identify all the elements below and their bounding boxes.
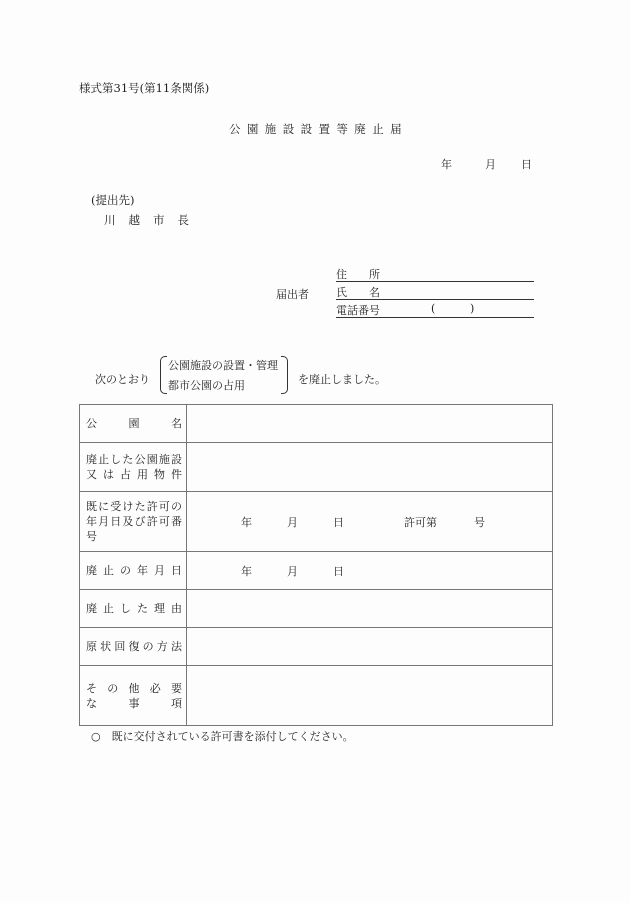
form-number: 様式第31号(第11条関係) — [79, 81, 210, 95]
table-row — [80, 492, 553, 552]
date-year[interactable]: 年 — [441, 158, 452, 171]
area-code-close: ) — [470, 302, 475, 315]
statement-suffix: を廃止しました。 — [298, 373, 386, 386]
name-label: 氏 名 — [336, 286, 380, 299]
phone-field[interactable] — [336, 301, 534, 318]
abolition-month: 月 — [287, 564, 298, 578]
abolition-day: 日 — [333, 564, 344, 578]
other-matters-input[interactable] — [187, 666, 553, 726]
abolished-facility-label: 廃 止 し た 公 園 施 設 又 は 占 用 物 件 — [80, 443, 187, 492]
reason-input[interactable] — [187, 590, 553, 628]
table-row — [80, 666, 553, 726]
park-name-input[interactable] — [187, 405, 553, 443]
option-occupancy[interactable]: 都市公園の占用 — [168, 379, 245, 392]
applicant-label: 届出者 — [276, 288, 309, 301]
details-table — [79, 404, 553, 726]
right-brace — [281, 356, 288, 394]
table-row — [80, 443, 553, 492]
submission-date — [441, 156, 532, 172]
permit-month: 月 — [287, 515, 298, 529]
park-name-label: 公 園 名 — [80, 405, 187, 443]
left-brace — [160, 356, 167, 394]
abolition-year: 年 — [241, 564, 252, 578]
address-field[interactable] — [336, 265, 534, 282]
permit-number-prefix: 許可第 — [404, 515, 437, 529]
table-row — [80, 590, 553, 628]
phone-label: 電話番号 — [336, 304, 380, 317]
recipient-label: (提出先) — [91, 193, 135, 207]
abolished-facility-input[interactable] — [187, 443, 553, 492]
permit-year: 年 — [241, 515, 252, 529]
address-label: 住 所 — [336, 268, 380, 281]
reason-label: 廃 止 し た 理 由 — [80, 590, 187, 628]
option-brace — [160, 356, 288, 394]
prior-permit-input[interactable] — [187, 492, 553, 552]
permit-number-suffix: 号 — [474, 515, 485, 529]
date-day[interactable]: 日 — [521, 158, 532, 171]
statement-prefix: 次のとおり — [95, 373, 150, 386]
recipient-name: 川越市長 — [104, 213, 202, 227]
prior-permit-label: 既 に 受 け た 許 可 の 年 月 日 及 び 許 可 番 号 — [80, 492, 187, 552]
table-row — [80, 552, 553, 590]
date-month[interactable]: 月 — [485, 158, 496, 171]
abolition-date-label: 廃 止 の 年 月 日 — [80, 552, 187, 590]
name-field[interactable] — [336, 283, 534, 300]
area-code-open: ( — [431, 302, 436, 315]
restoration-method-label: 原 状 回 復 の 方 法 — [80, 628, 187, 666]
attachment-note: ○ 既に交付されている許可書を添付してください。 — [91, 730, 354, 743]
option-facility[interactable]: 公園施設の設置・管理 — [168, 359, 278, 372]
document-title: 公園施設設置等廃止届 — [229, 122, 408, 136]
abolition-date-input[interactable] — [187, 552, 553, 590]
permit-day: 日 — [333, 515, 344, 529]
restoration-method-input[interactable] — [187, 628, 553, 666]
other-matters-label: そ の 他 必 要 な 事 項 — [80, 666, 187, 726]
table-row — [80, 405, 553, 443]
table-row — [80, 628, 553, 666]
